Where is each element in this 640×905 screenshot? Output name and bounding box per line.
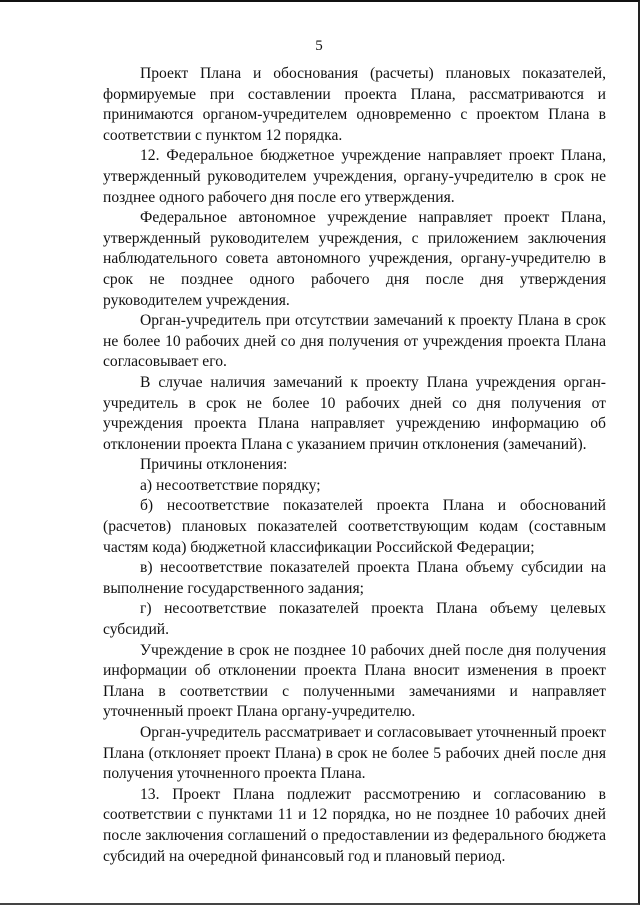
- paragraph-plan-justification: Проект Плана и обоснования (расчеты) плановых показателей, формируемые при составлении проекта Плана, рассматриваются и принимаются органом-учредителем одновременно с проектом Плана в соответствии с пунктом 12 порядка.: [103, 65, 606, 144]
- paragraph-rejection-reasons: Причины отклонения:: [140, 456, 288, 474]
- paragraph-no-remarks: Орган-учредитель при отсутствии замечаний к проекту Плана в срок не более 10 рабочих дней со дня получения от учреждения проекта Плана согласовывает его.: [103, 312, 606, 371]
- paragraph-autonomous: Федеральное автономное учреждение направляет проект Плана, утвержденный руководителем учреждения, с приложением заключения наблюдательного совета автономного учреждения, органу-учредителю в срок не позднее одного рабочего дня после дня утверждения руководителем учреждения.: [103, 209, 606, 309]
- list-item-g: г) несоответствие показателей проекта Плана объему целевых субсидий.: [103, 600, 606, 639]
- paragraph-approval-revised: Орган-учредитель рассматривает и согласовывает уточненный проект Плана (отклоняет проект Плана) в срок не более 5 рабочих дней после дня получения уточненного проекта Плана.: [103, 724, 606, 783]
- page-number: 5: [315, 38, 323, 54]
- paragraph-item-12-budget: 12. Федеральное бюджетное учреждение направляет проект Плана, утвержденный руководителем учреждения, органу-учредителю в срок не позднее одного рабочего дня после его утверждения.: [103, 147, 606, 206]
- list-item-a: а) несоответствие порядку;: [140, 476, 321, 494]
- document-body: [103, 64, 606, 867]
- paragraph-remarks: В случае наличия замечаний к проекту Плана учреждения орган-учредитель в срок не более 10 рабочих дней со дня получения от учреждения проекта Плана направляет учреждению информацию об отклонении проекта Плана с указанием причин отклонения (замечаний).: [103, 373, 606, 453]
- list-item-v: в) несоответствие показателей проекта Плана объему субсидии на выполнение государственного задания;: [103, 559, 606, 597]
- paragraph-revision: Учреждение в срок не позднее 10 рабочих дней после дня получения информации об отклонении проекта Плана вносит изменения в проект Плана в соответствии с полученными замечаниями и направляет уточненный проект Плана органу-учредителю.: [103, 641, 606, 721]
- paragraph-item-13: 13. Проект Плана подлежит рассмотрению и согласованию в соответствии с пунктами 11 и 12 порядка, но не позднее 10 рабочих дней после заключения соглашений о предоставлении из федерального бюджета субсидий на очередной финансовый год и плановый период.: [103, 785, 606, 865]
- list-item-b: б) несоответствие показателей проекта Плана и обоснований (расчетов) плановых показателей соответствующим кодам (составным частям кода) бюджетной классификации Российской Федерации;: [103, 497, 606, 556]
